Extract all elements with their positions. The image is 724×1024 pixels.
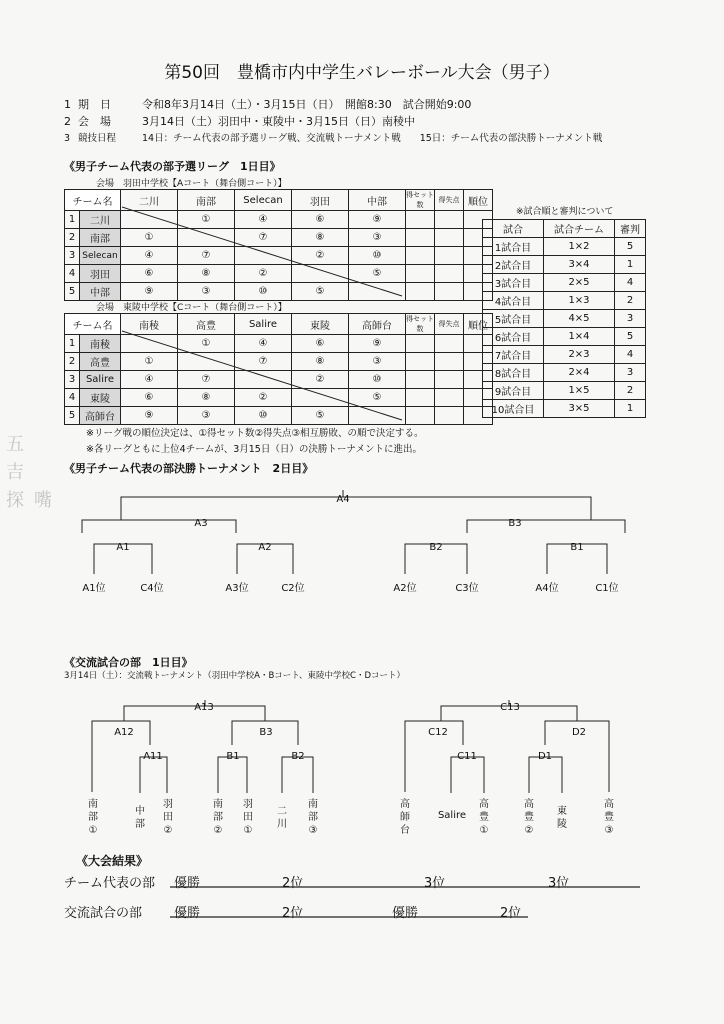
exchange-match: C11: [457, 751, 477, 762]
exchange-match: C12: [428, 727, 448, 738]
page-title: 第50回 豊橋市内中学生バレーボール大会（男子）: [164, 63, 560, 83]
stamp-char: 吉: [6, 462, 24, 483]
exchange-match: B3: [259, 727, 273, 738]
stamp-char: 探: [6, 490, 24, 511]
exchange-team: 高豊③: [604, 799, 614, 836]
order-table: 試合 試合チーム 審判 1試合目 1×2 5 2試合目 3×4 1 3試合目 2×5 4 4試合目 1×3 2 5試合目 4×5 3 6試合目 1×4 5 7試合目 2×3 4 8試合目 2×4 3 9試合目 1×5 2 10試合目 3×5 1: [482, 219, 646, 418]
seed: A3位: [225, 583, 249, 594]
final-match: B2: [429, 542, 443, 553]
final-match: A2: [258, 542, 272, 553]
order-caption: ※試合順と審判について: [516, 207, 614, 217]
league-section-title: 《男子チーム代表の部予選リーグ 1日目》: [64, 160, 281, 173]
seed: C4位: [140, 583, 164, 594]
info-date: 1 期 日 令和8年3月14日（土）・3月15日（日） 開館8:30 試合開始9:00: [64, 98, 472, 111]
info-schedule: 3 競技日程 14日：チーム代表の部予選リーグ戦、交流戦トーナメント戦 15日：チーム代表の部決勝トーナメント戦: [64, 133, 603, 144]
final-match: A1: [116, 542, 130, 553]
result-item: 優勝: [174, 876, 201, 891]
exchange-team: 羽田①: [243, 799, 253, 836]
stamp-char: 五: [6, 434, 24, 455]
exchange-team: 南部①: [88, 799, 98, 836]
note-1: ※リーグ戦の順位決定は、①得セット数②得失点③相互勝敗、の順で決定する。: [86, 428, 424, 439]
info-venue: 2 会 場 3月14日（土）羽田中・東陵中・3月15日（日）南稜中: [64, 115, 415, 128]
result-item: 3位: [424, 876, 446, 891]
final-left-semi: A3: [194, 518, 208, 529]
result-item: 優勝: [392, 906, 419, 921]
seed: C1位: [595, 583, 619, 594]
exchange-team: 二川: [277, 806, 287, 830]
league-c-table: チーム名 南稜 高豊 Salire 東陵 高師台 得セット数 得失点 順位 1 南稜 ① ④ ⑥ ⑨ 2 高豊 ① ⑦ ⑧ ③ 3 Salire ④ ⑦ ② ⑩ 4 東陵 ⑥ ⑧ ② ⑤ 5 高師台 ⑨ ③ ⑩ ⑤: [64, 313, 493, 425]
results-row-team-label: チーム代表の部: [64, 876, 156, 891]
seed: A1位: [82, 583, 106, 594]
seed: A4位: [535, 583, 559, 594]
exchange-match: A12: [114, 727, 134, 738]
exchange-section-title: 《交流試合の部 1日目》: [64, 656, 193, 669]
venue-c: 会場 東陵中学校【Cコート（舞台側コート）】: [96, 303, 287, 313]
results-header: 《大会結果》: [76, 854, 149, 868]
header-team: チーム名: [65, 190, 121, 211]
exchange-team: 高豊①: [479, 799, 489, 836]
results-row-exchange-label: 交流試合の部: [64, 906, 143, 921]
exchange-team: 南部③: [308, 799, 318, 836]
league-a-table: チーム名 二川 南部 Selecan 羽田 中部 得セット数 得失点 順位 1 二川 ① ④ ⑥ ⑨ 2 南部 ① ⑦ ⑧ ③ 3 Selecan ④ ⑦ ② ⑩ 4 羽田 ⑥ ⑧ ② ⑤ 5 中部 ⑨ ③ ⑩ ⑤: [64, 189, 493, 301]
result-item: 2位: [282, 906, 304, 921]
exchange-team: 東陵: [557, 806, 567, 830]
final-top: A4: [336, 494, 350, 505]
exchange-match: D2: [571, 727, 587, 738]
exchange-team: 高豊②: [524, 799, 534, 836]
exchange-team: 南部②: [213, 799, 223, 836]
result-item: 3位: [548, 876, 570, 891]
result-item: 2位: [500, 906, 522, 921]
seed: C3位: [455, 583, 479, 594]
exchange-match: B2: [291, 751, 305, 762]
exchange-match: A11: [143, 751, 163, 762]
exchange-team: 羽田②: [163, 799, 173, 836]
result-item: 2位: [282, 876, 304, 891]
note-2: ※各リーグともに上位4チームが、3月15日（日）の決勝トーナメントに進出。: [86, 444, 422, 455]
final-section-title: 《男子チーム代表の部決勝トーナメント 2日目》: [64, 462, 314, 475]
venue-a: 会場 羽田中学校【Aコート（舞台側コート）】: [96, 179, 287, 189]
seed: C2位: [281, 583, 305, 594]
exchange-top-right: C13: [500, 702, 520, 713]
exchange-team: Salire: [437, 810, 467, 821]
exchange-team: 中部: [135, 806, 145, 830]
exchange-top-left: A13: [194, 702, 214, 713]
stamp-char: 嘴: [34, 490, 52, 511]
exchange-match: D1: [537, 751, 553, 762]
exchange-team: 高師台: [400, 799, 410, 836]
result-item: 優勝: [174, 906, 201, 921]
seed: A2位: [393, 583, 417, 594]
exchange-subtitle: 3月14日（土）：交流戦トーナメント（羽田中学校A・Bコート、東陵中学校C・Dコート）: [64, 671, 405, 681]
exchange-match: B1: [226, 751, 240, 762]
final-match: B1: [570, 542, 584, 553]
final-right-semi: B3: [508, 518, 522, 529]
